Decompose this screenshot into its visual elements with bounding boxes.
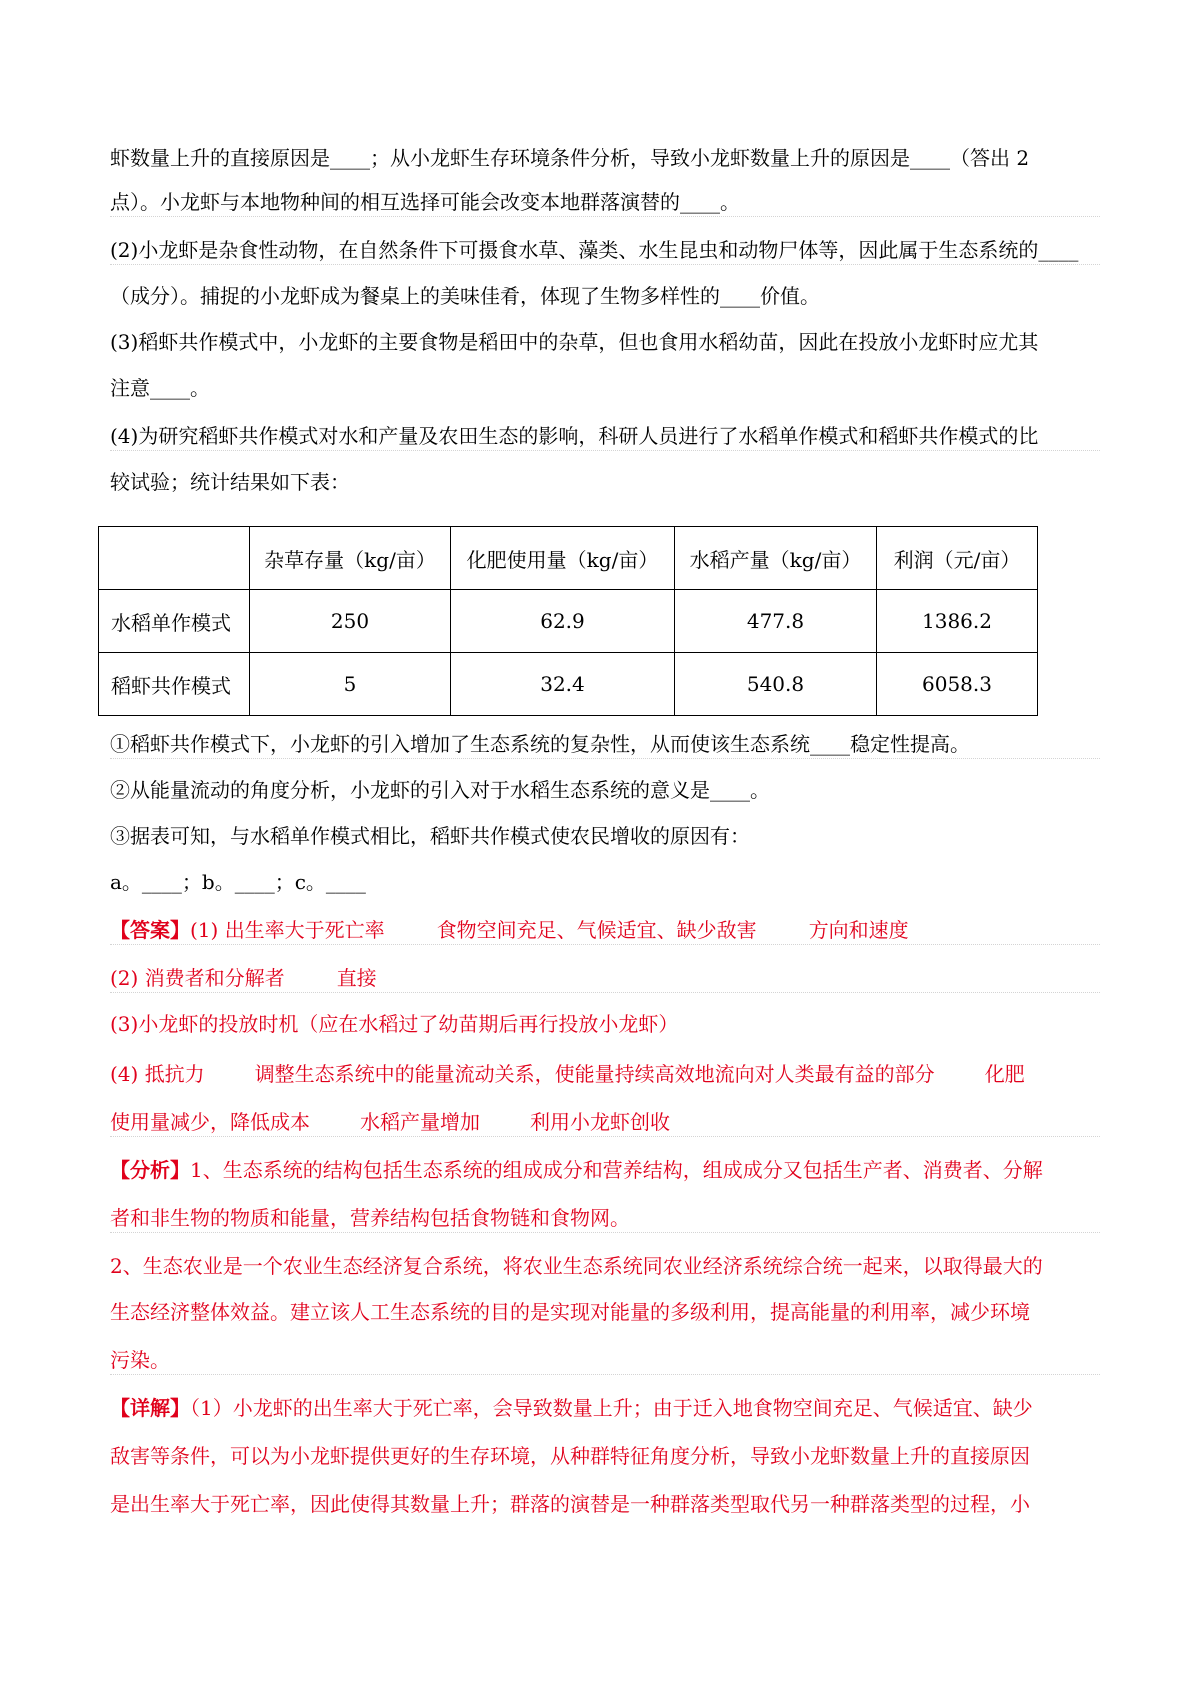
question-line-1: 虾数量上升的直接原因是____；从小龙虾生存环境条件分析，导致小龙虾数量上升的原因是____（答出 2 <box>110 146 1030 170</box>
question-line-6: 注意____。 <box>110 376 210 400</box>
answer-text: (4) 抵抗力 <box>110 1062 205 1086</box>
table-header-cell: 水稻产量（kg/亩） <box>675 527 877 590</box>
answer-text: 方向和速度 <box>808 918 909 942</box>
analysis-line-3: 2、生态农业是一个农业生态经济复合系统，将农业生态系统同农业经济系统综合统一起来，以取得最大的 <box>110 1254 1043 1278</box>
analysis-line-4: 生态经济整体效益。建立该人工生态系统的目的是实现对能量的多级利用，提高能量的利用率，减少环境 <box>110 1300 1030 1324</box>
subquestion-3: ③据表可知，与水稻单作模式相比，稻虾共作模式使农民增收的原因有： <box>110 824 750 848</box>
detail-line-2: 敌害等条件，可以为小龙虾提供更好的生存环境，从种群特征角度分析，导致小龙虾数量上升的直接原因 <box>110 1444 1030 1468</box>
answer-text: 利用小龙虾创收 <box>530 1110 670 1134</box>
question-line-2: 点）。小龙虾与本地物种间的相互选择可能会改变本地群落演替的____。 <box>110 188 1100 217</box>
analysis-line-5: 污染。 <box>110 1346 1100 1375</box>
table-cell: 5 <box>250 653 451 716</box>
results-table <box>98 526 1038 716</box>
answer-text: 食物空间充足、气候适宜、缺少敌害 <box>436 918 757 942</box>
table-cell: 32.4 <box>451 653 675 716</box>
question-line-5: (3)稻虾共作模式中，小龙虾的主要食物是稻田中的杂草，但也食用水稻幼苗，因此在投放小龙虾时应尤其 <box>110 330 1039 354</box>
answer-line-4 <box>110 1060 1100 1088</box>
analysis-line-1 <box>110 1156 1100 1184</box>
subquestion-2: ②从能量流动的角度分析，小龙虾的引入对于水稻生态系统的意义是____。 <box>110 778 770 802</box>
answer-line-3: (3)小龙虾的投放时机（应在水稻过了幼苗期后再行投放小龙虾） <box>110 1012 679 1036</box>
detail-line-1 <box>110 1394 1100 1422</box>
analysis-line-2: 者和非生物的物质和能量，营养结构包括食物链和食物网。 <box>110 1204 1100 1233</box>
table-header-cell <box>99 527 250 590</box>
answer-text: (2) 消费者和分解者 <box>110 966 285 990</box>
table-cell: 62.9 <box>451 590 675 653</box>
question-line-8: 较试验；统计结果如下表： <box>110 470 350 494</box>
answer-text: 直接 <box>336 966 377 990</box>
answer-label: 【答案】 <box>110 918 190 942</box>
table-row-label: 稻虾共作模式 <box>99 653 250 716</box>
table-cell: 477.8 <box>675 590 877 653</box>
answer-text: 化肥 <box>984 1062 1025 1086</box>
table-cell: 1386.2 <box>877 590 1038 653</box>
question-line-3: (2)小龙虾是杂食性动物，在自然条件下可摄食水草、藻类、水生昆虫和动物尸体等，因此属于生态系统的____ <box>110 236 1100 265</box>
table-cell: 540.8 <box>675 653 877 716</box>
table-row-label: 水稻单作模式 <box>99 590 250 653</box>
answer-text: 水稻产量增加 <box>360 1110 480 1134</box>
detail-text: （1）小龙虾的出生率大于死亡率，会导致数量上升；由于迁入地食物空间充足、气候适宜、缺少 <box>190 1396 1033 1420</box>
analysis-text: 1、生态系统的结构包括生态系统的组成成分和营养结构，组成成分又包括生产者、消费者、分解 <box>190 1158 1043 1182</box>
answer-text: 调整生态系统中的能量流动关系，使能量持续高效地流向对人类最有益的部分 <box>254 1062 935 1086</box>
table-row <box>99 590 1038 653</box>
subquestion-1: ①稻虾共作模式下，小龙虾的引入增加了生态系统的复杂性，从而使该生态系统____稳定性提高。 <box>110 730 1100 759</box>
answer-text: (1) 出生率大于死亡率 <box>190 918 385 942</box>
detail-line-3: 是出生率大于死亡率，因此使得其数量上升；群落的演替是一种群落类型取代另一种群落类型的过程，小 <box>110 1492 1030 1516</box>
answer-line-5 <box>110 1108 1100 1137</box>
analysis-label: 【分析】 <box>110 1158 190 1182</box>
answer-line-1 <box>110 916 1100 945</box>
table-header-cell: 利润（元/亩） <box>877 527 1038 590</box>
table-row <box>99 653 1038 716</box>
table-header-cell: 化肥使用量（kg/亩） <box>451 527 675 590</box>
table-cell: 250 <box>250 590 451 653</box>
question-line-7: (4)为研究稻虾共作模式对水和产量及农田生态的影响，科研人员进行了水稻单作模式和稻虾共作模式的比 <box>110 422 1100 451</box>
table-header-row <box>99 527 1038 590</box>
detail-label: 【详解】 <box>110 1396 190 1420</box>
subquestion-3-blanks: a。____；b。____；c。____ <box>110 870 366 894</box>
answer-text: 使用量减少，降低成本 <box>110 1110 310 1134</box>
question-line-4: （成分）。捕捉的小龙虾成为餐桌上的美味佳肴，体现了生物多样性的____价值。 <box>110 284 820 308</box>
answer-line-2 <box>110 964 1100 993</box>
table-cell: 6058.3 <box>877 653 1038 716</box>
table-header-cell: 杂草存量（kg/亩） <box>250 527 451 590</box>
